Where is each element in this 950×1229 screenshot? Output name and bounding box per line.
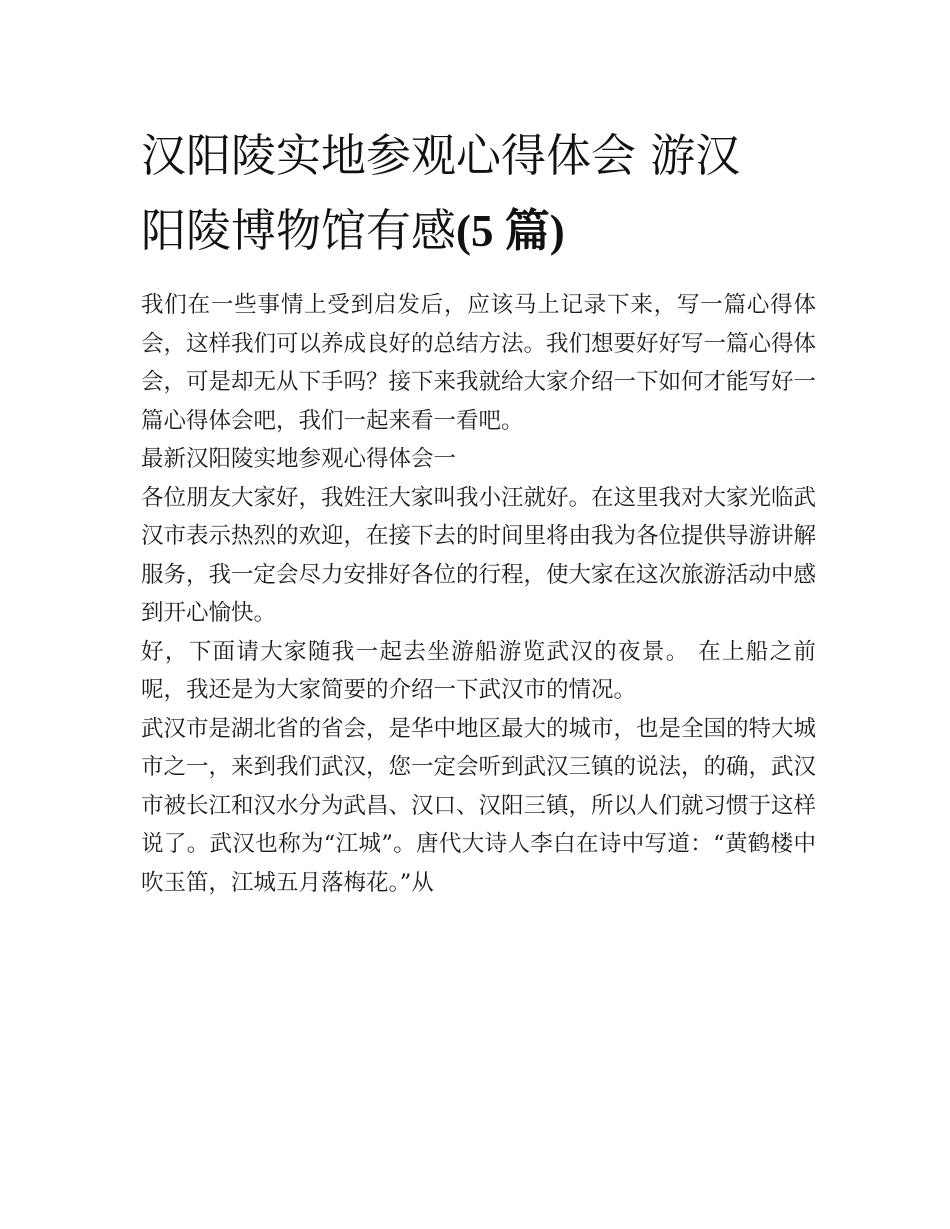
intro-paragraph: 我们在一些事情上受到启发后，应该马上记录下来，写一篇心得体会，这样我们可以养成良好的总结方法。我们想要好好写一篇心得体会，可是却无从下手吗？接下来我就给大家介绍一下如何才能写好一篇心得体会吧，我们一起来看一看吧。	[141, 292, 817, 434]
document-page	[141, 118, 816, 902]
section-heading: 最新汉阳陵实地参观心得体会一	[141, 446, 457, 472]
title-line-2-pre: 阳陵博物馆有感	[141, 204, 457, 257]
body-paragraph: 好，下面请大家随我一起去坐游船游览武汉的夜景。 在上船之前呢，我还是为大家简要的介绍一下武汉市的情况。	[141, 638, 816, 703]
title-line-2-post: (5 篇)	[456, 206, 565, 256]
body-paragraph: 各位朋友大家好，我姓汪大家叫我小汪就好。在这里我对大家光临武汉市表示热烈的欢迎，在接下去的时间里将由我为各位提供导游讲解服务，我一定会尽力安排好各位的行程，使大家在这次旅游活动中感到开心愉快。	[141, 484, 817, 626]
document-body	[141, 286, 816, 902]
title-line-1: 汉阳陵实地参观心得体会 游汉	[141, 129, 741, 182]
body-paragraph: 武汉市是湖北省的省会，是华中地区最大的城市，也是全国的特大城市之一，来到我们武汉，您一定会听到武汉三镇的说法，的确，武汉市被长江和汉水分为武昌、汉口、汉阳三镇，所以人们就习惯于这样说了。武汉也称为“江城”。唐代大诗人李白在诗中写道：“黄鹤楼中吹玉笛，江城五月落梅花。”从	[141, 715, 817, 896]
document-title	[141, 118, 816, 269]
